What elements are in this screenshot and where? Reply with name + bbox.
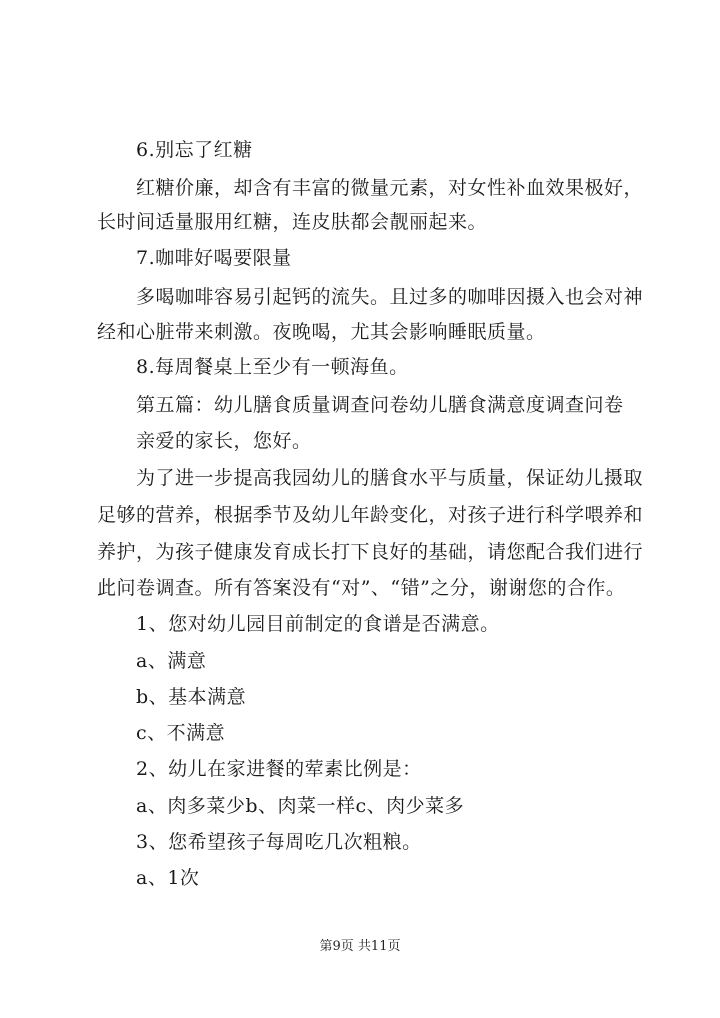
paragraph-line: 经和心脏带来刺激。夜晚喝，尤其会影响睡眠质量。 <box>97 321 546 343</box>
option-a: a、满意 <box>136 650 207 672</box>
paragraph-line: 长时间适量服用红糖，连皮肤都会靓丽起来。 <box>97 211 488 233</box>
page-footer: 第9页 共11页 <box>319 939 401 954</box>
section-title: 第五篇：幼儿膳食质量调查问卷幼儿膳食满意度调查问卷 <box>136 394 624 416</box>
heading-brown-sugar: 6.别忘了红糖 <box>136 139 253 161</box>
greeting: 亲爱的家长，您好。 <box>136 430 312 452</box>
paragraph-line: 多喝咖啡容易引起钙的流失。且过多的咖啡因摄入也会对神 <box>136 286 644 308</box>
question-2: 2、幼儿在家进餐的荤素比例是： <box>136 758 422 780</box>
paragraph-line: 为了进一步提高我园幼儿的膳食水平与质量，保证幼儿摄取 <box>136 467 644 489</box>
option-c: c、不满意 <box>136 722 226 744</box>
question-3: 3、您希望孩子每周吃几次粗粮。 <box>136 831 422 853</box>
question-1: 1、您对幼儿园目前制定的食谱是否满意。 <box>136 613 500 635</box>
paragraph-line: 养护，为孩子健康发育成长打下良好的基础，请您配合我们进行 <box>97 541 644 563</box>
paragraph-line: 红糖价廉，却含有丰富的微量元素，对女性补血效果极好， <box>136 177 644 199</box>
paragraph-line: 足够的营养，根据季节及幼儿年龄变化，对孩子进行科学喂养和 <box>97 504 644 526</box>
heading-fish: 8.每周餐桌上至少有一顿海鱼。 <box>136 356 409 378</box>
question-3-option-a: a、1次 <box>136 867 200 889</box>
question-2-options: a、肉多菜少b、肉菜一样c、肉少菜多 <box>136 795 465 817</box>
paragraph-line: 此问卷调查。所有答案没有“对”、“错”之分，谢谢您的合作。 <box>97 577 626 599</box>
option-b: b、基本满意 <box>136 686 247 708</box>
heading-coffee: 7.咖啡好喝要限量 <box>136 247 292 269</box>
